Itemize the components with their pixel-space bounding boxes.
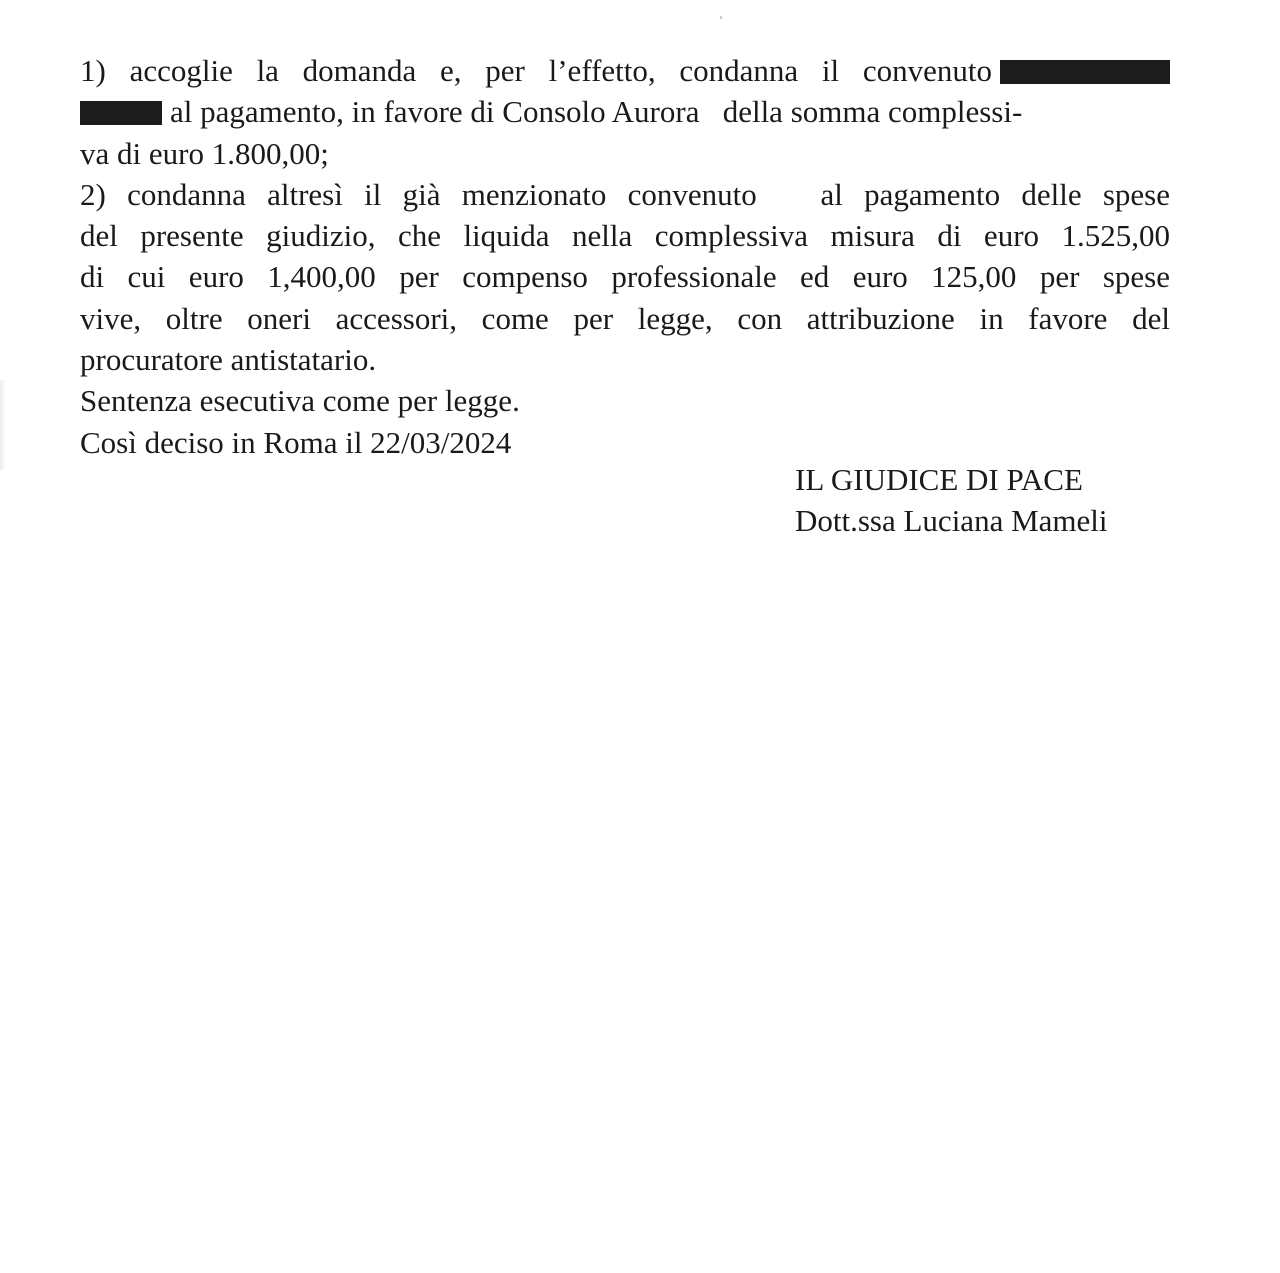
paragraph-1-line-2 (80, 91, 1170, 132)
redaction-block (80, 101, 162, 125)
redaction-block (1000, 60, 1170, 84)
text-segment: 1) accoglie la domanda e, per l’effetto, condanna il convenuto (80, 53, 992, 88)
signature-block (795, 459, 1108, 541)
document-body (80, 50, 1170, 463)
paragraph-1-line-1 (80, 50, 1170, 91)
scan-artifact (720, 16, 722, 19)
paragraph-2-line-2: del presente giudizio, che liquida nella complessiva misura di euro 1.525,00 (80, 218, 1170, 254)
judge-title: IL GIUDICE DI PACE (795, 462, 1083, 497)
paragraph-2-line-1: 2) condanna altresì il già menzionato convenuto al pagamento delle spese (80, 176, 1170, 212)
paragraph-2-line-4: vive, oltre oneri accessori, come per legge, con attribuzione in favore del (80, 300, 1170, 336)
scan-edge-shadow (0, 380, 6, 470)
paragraph-2-line-5: procuratore antistatario. (80, 342, 377, 378)
decision-date-line: Così deciso in Roma il 22/03/2024 (80, 424, 512, 460)
paragraph-2-line-3: di cui euro 1,400,00 per compenso professionale ed euro 125,00 per spese (80, 259, 1170, 295)
executive-statement: Sentenza esecutiva come per legge. (80, 383, 520, 419)
judge-name: Dott.ssa Luciana Mameli (795, 503, 1108, 538)
text-segment: al pagamento, in favore di Consolo Aurora della somma complessi- (170, 94, 1023, 130)
paragraph-1-line-3: va di euro 1.800,00; (80, 135, 329, 171)
